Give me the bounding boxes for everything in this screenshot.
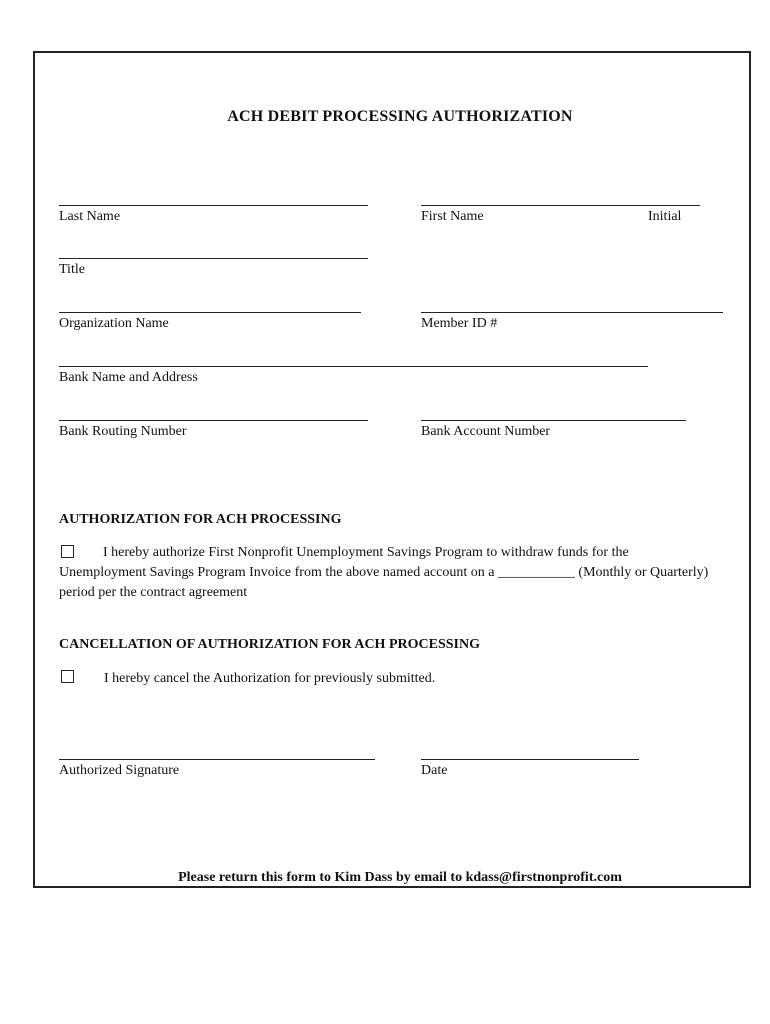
cancellation-text: I hereby cancel the Authorization for previously submitted. [104,671,436,686]
return-instructions: Please return this form to Kim Dass by email to kdass@firstnonprofit.com [178,870,622,885]
bank-account-number-label: Bank Account Number [421,424,551,439]
date-label: Date [421,763,448,778]
member-id-line[interactable] [421,312,723,313]
first-name-label: First Name [421,209,484,224]
cancellation-heading: CANCELLATION OF AUTHORIZATION FOR ACH PROCESSING [59,637,480,652]
bank-account-number-line[interactable] [421,420,686,421]
title-line[interactable] [59,258,368,259]
bank-name-address-label: Bank Name and Address [59,370,198,385]
first-name-line[interactable] [421,205,700,206]
organization-name-line[interactable] [59,312,361,313]
last-name-line[interactable] [59,205,368,206]
organization-name-label: Organization Name [59,316,169,331]
cancel-checkbox[interactable] [61,670,74,683]
bank-name-address-line[interactable] [59,366,648,367]
bank-routing-number-label: Bank Routing Number [59,424,187,439]
bank-routing-number-line[interactable] [59,420,368,421]
authorization-text: I hereby authorize First Nonprofit Unemployment Savings Program to withdraw funds for the Unemployment Savings Program Invoice from the above named account on a ___________ (Monthly or Quarterly) period per the contract agreement [59,545,709,600]
form-title: ACH DEBIT PROCESSING AUTHORIZATION [227,108,573,125]
authorization-heading: AUTHORIZATION FOR ACH PROCESSING [59,512,342,527]
authorization-text-block [59,543,709,603]
title-label: Title [59,262,85,277]
last-name-label: Last Name [59,209,121,224]
authorized-signature-label: Authorized Signature [59,763,180,778]
authorized-signature-line[interactable] [59,759,375,760]
initial-label: Initial [648,209,682,224]
member-id-label: Member ID # [421,316,498,331]
date-line[interactable] [421,759,639,760]
